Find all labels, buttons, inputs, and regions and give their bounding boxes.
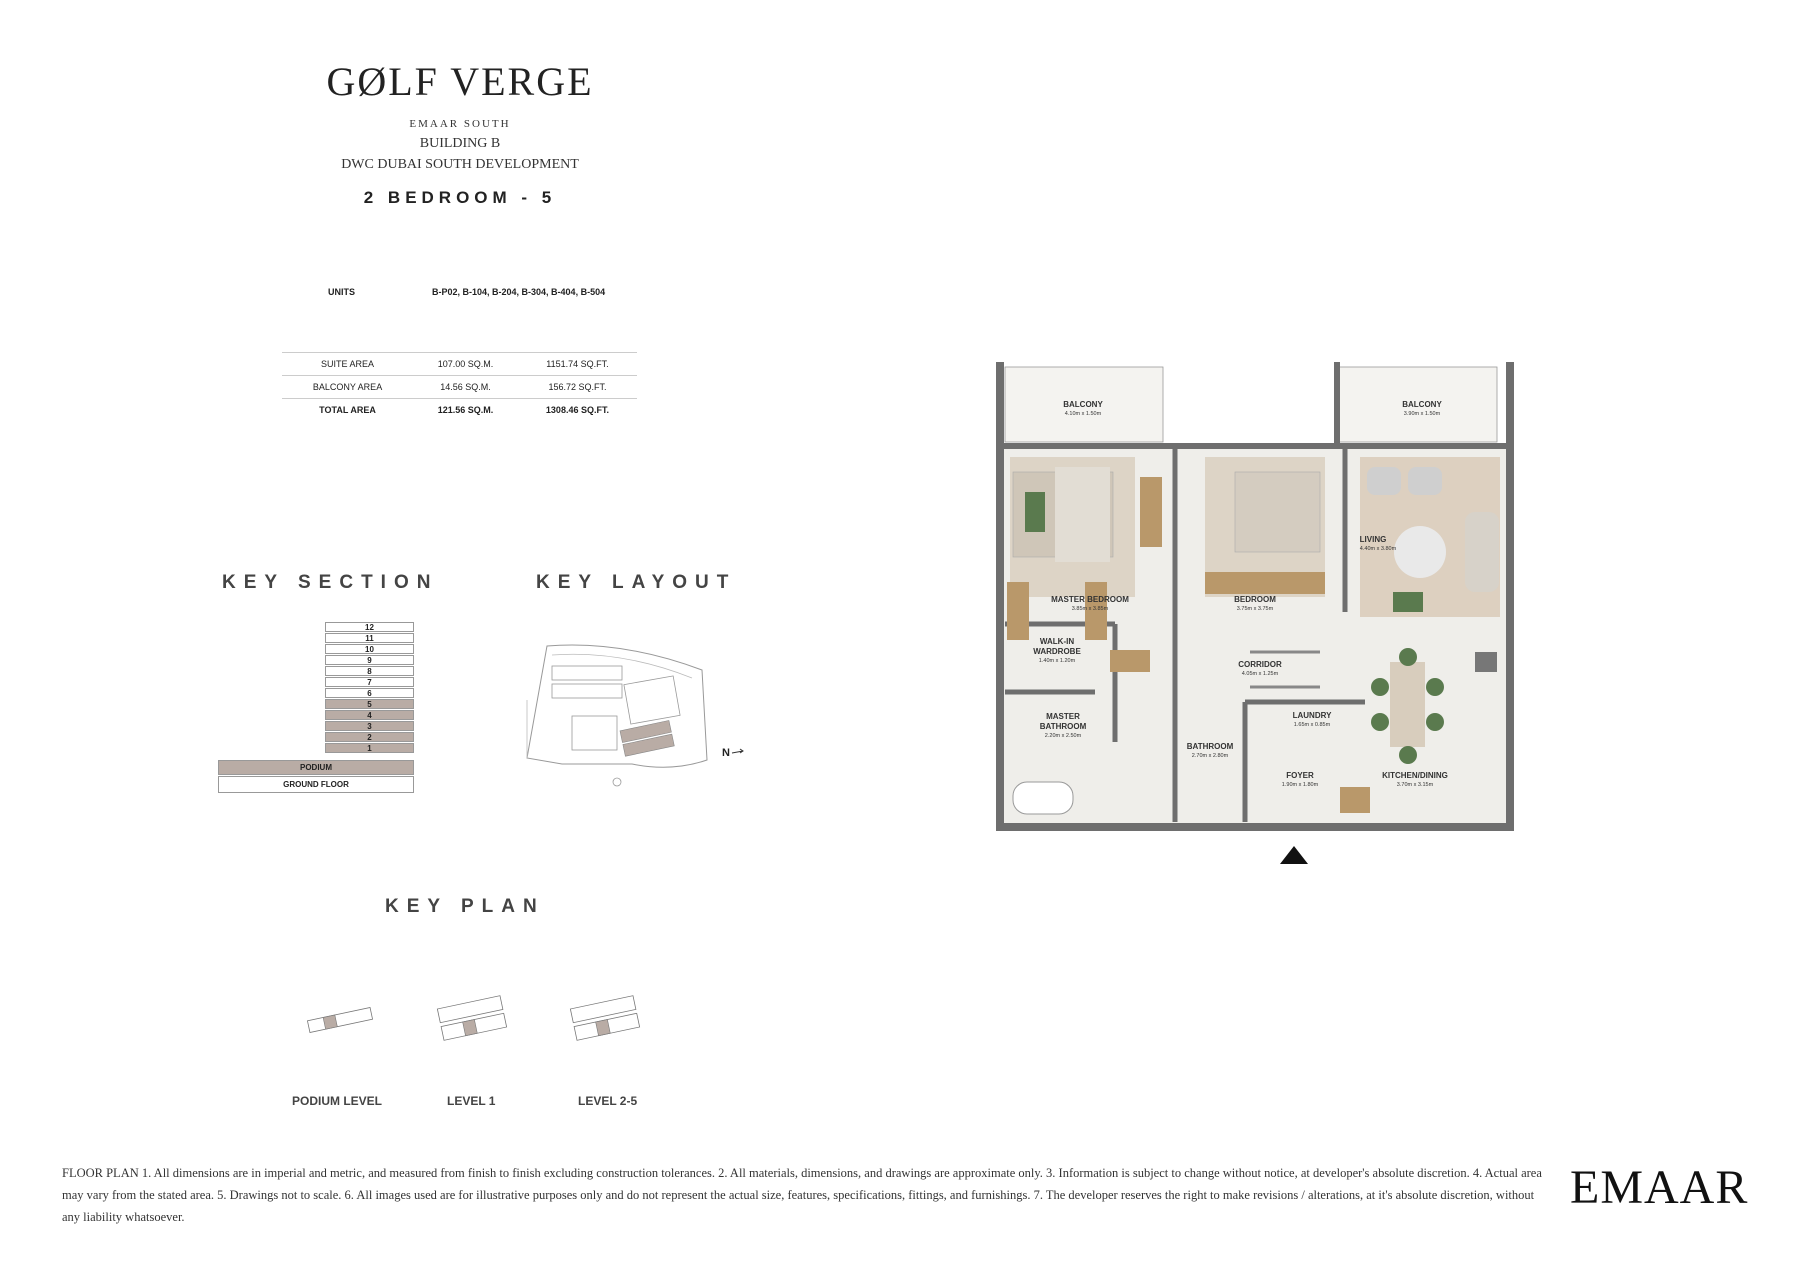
north-arrow-label: N xyxy=(722,747,730,759)
svg-text:3.90m x 1.50m: 3.90m x 1.50m xyxy=(1403,411,1441,417)
svg-text:1.65m x 0.85m: 1.65m x 0.85m xyxy=(1293,722,1331,728)
entrance-arrow-icon xyxy=(1278,844,1310,866)
svg-text:MASTER: MASTER xyxy=(1046,712,1080,721)
area-sqft: 156.72 SQ.FT. xyxy=(518,376,637,399)
floor-row-highlighted: 4 xyxy=(325,710,414,720)
area-label: SUITE AREA xyxy=(282,353,413,376)
table-row xyxy=(282,353,637,376)
podium-row: PODIUM xyxy=(218,760,414,775)
svg-text:BATHROOM: BATHROOM xyxy=(1039,722,1087,731)
key-plan-level2-5-thumbnail xyxy=(565,990,645,1045)
table-row xyxy=(282,399,637,422)
emaar-south-label: EMAAR SOUTH xyxy=(409,118,511,130)
area-sqm: 107.00 SQ.M. xyxy=(413,353,518,376)
balcony-right-label xyxy=(1402,400,1442,417)
area-table xyxy=(282,352,637,421)
development-label: DWC DUBAI SOUTH DEVELOPMENT xyxy=(341,157,579,172)
corridor-label xyxy=(1238,660,1282,677)
apartment-floor-plan xyxy=(995,362,1515,832)
svg-text:LIVING: LIVING xyxy=(1359,535,1387,544)
bedroom-label xyxy=(1234,595,1276,612)
area-sqm: 14.56 SQ.M. xyxy=(413,376,518,399)
unit-type-title: 2 BEDROOM - 5 xyxy=(363,188,557,207)
svg-text:BATHROOM: BATHROOM xyxy=(1186,742,1234,751)
emaar-logo: EMAAR xyxy=(1570,1161,1749,1214)
svg-text:WARDROBE: WARDROBE xyxy=(1033,647,1081,656)
golf-verge-logo: GØLF VERGE xyxy=(326,59,594,104)
svg-text:WALK-IN: WALK-IN xyxy=(1039,637,1075,646)
svg-text:4.05m x 1.25m: 4.05m x 1.25m xyxy=(1241,671,1279,677)
podium-level-label: PODIUM LEVEL xyxy=(292,1094,383,1108)
svg-text:1.40m x 1.20m: 1.40m x 1.20m xyxy=(1038,658,1076,664)
svg-text:BEDROOM: BEDROOM xyxy=(1234,595,1276,604)
svg-text:4.40m x 3.80m: 4.40m x 3.80m xyxy=(1359,546,1397,552)
units-label: UNITS xyxy=(328,287,355,297)
area-label: TOTAL AREA xyxy=(282,399,413,422)
floor-row-highlighted: 3 xyxy=(325,721,414,731)
svg-text:BALCONY: BALCONY xyxy=(1402,400,1442,409)
area-sqft: 1308.46 SQ.FT. xyxy=(518,399,637,422)
table-row xyxy=(282,376,637,399)
svg-text:FOYER: FOYER xyxy=(1286,771,1314,780)
floor-row-highlighted: 5 xyxy=(325,699,414,709)
floor-row: 7 xyxy=(325,677,414,687)
foyer-label xyxy=(1282,771,1319,788)
north-arrow-icon xyxy=(731,748,745,756)
building-label: BUILDING B xyxy=(419,136,501,151)
units-value: B-P02, B-104, B-204, B-304, B-404, B-504 xyxy=(432,287,606,297)
disclaimer-text: FLOOR PLAN 1. All dimensions are in imperial and metric, and measured from finish to finish excluding construction tolerances. 2. All materials, dimensions, and drawings are approximate only. 3. Information is subject to change without notice, at developer's absolute discretion. 4. Actual area may vary from the stated area. 5. Drawings not to scale. 6. All images used are for illustrative purposes only and do not represent the actual size, features, specifications, fittings, and furnishings. 7. The developer reserves the right to make revisions / alterations, at it's absolute discretion, without any liability whatsoever. xyxy=(62,1166,1542,1224)
laundry-label xyxy=(1293,711,1332,728)
floor-row: 6 xyxy=(325,688,414,698)
key-layout-title: KEY LAYOUT xyxy=(536,572,737,593)
ground-floor-row: GROUND FLOOR xyxy=(218,776,414,793)
area-sqm: 121.56 SQ.M. xyxy=(413,399,518,422)
area-label: BALCONY AREA xyxy=(282,376,413,399)
svg-text:3.70m x 3.15m: 3.70m x 3.15m xyxy=(1396,782,1434,788)
key-section-diagram xyxy=(218,622,414,794)
key-section-title: KEY SECTION xyxy=(222,572,439,593)
master-bathroom-label xyxy=(1040,712,1087,739)
level-1-label: LEVEL 1 xyxy=(447,1094,496,1108)
svg-text:CORRIDOR: CORRIDOR xyxy=(1238,660,1282,669)
svg-text:4.10m x 1.50m: 4.10m x 1.50m xyxy=(1064,411,1102,417)
svg-text:BALCONY: BALCONY xyxy=(1063,400,1103,409)
key-layout-site-map xyxy=(522,640,722,800)
svg-text:3.75m x 3.75m: 3.75m x 3.75m xyxy=(1236,606,1274,612)
svg-text:MASTER BEDROOM: MASTER BEDROOM xyxy=(1051,595,1129,604)
floor-row: 10 xyxy=(325,644,414,654)
floor-row: 9 xyxy=(325,655,414,665)
key-plan-title: KEY PLAN xyxy=(385,896,545,917)
key-plan-podium-thumbnail xyxy=(300,1000,380,1040)
svg-text:2.70m x 2.80m: 2.70m x 2.80m xyxy=(1191,753,1229,759)
floor-row: 8 xyxy=(325,666,414,676)
balcony-left-label xyxy=(1063,400,1103,417)
svg-text:LAUNDRY: LAUNDRY xyxy=(1292,711,1332,720)
level-2-5-label: LEVEL 2-5 xyxy=(578,1094,638,1108)
floor-row: 11 xyxy=(325,633,414,643)
svg-text:3.85m x 3.85m: 3.85m x 3.85m xyxy=(1071,606,1109,612)
svg-text:2.20m x 2.50m: 2.20m x 2.50m xyxy=(1044,733,1082,739)
area-sqft: 1151.74 SQ.FT. xyxy=(518,353,637,376)
floor-row-highlighted: 2 xyxy=(325,732,414,742)
svg-text:KITCHEN/DINING: KITCHEN/DINING xyxy=(1382,771,1448,780)
floor-row-highlighted: 1 xyxy=(325,743,414,753)
svg-text:1.90m x 1.80m: 1.90m x 1.80m xyxy=(1281,782,1319,788)
floor-row: 12 xyxy=(325,622,414,632)
bathroom-label xyxy=(1187,742,1234,759)
key-plan-level1-thumbnail xyxy=(432,990,512,1045)
